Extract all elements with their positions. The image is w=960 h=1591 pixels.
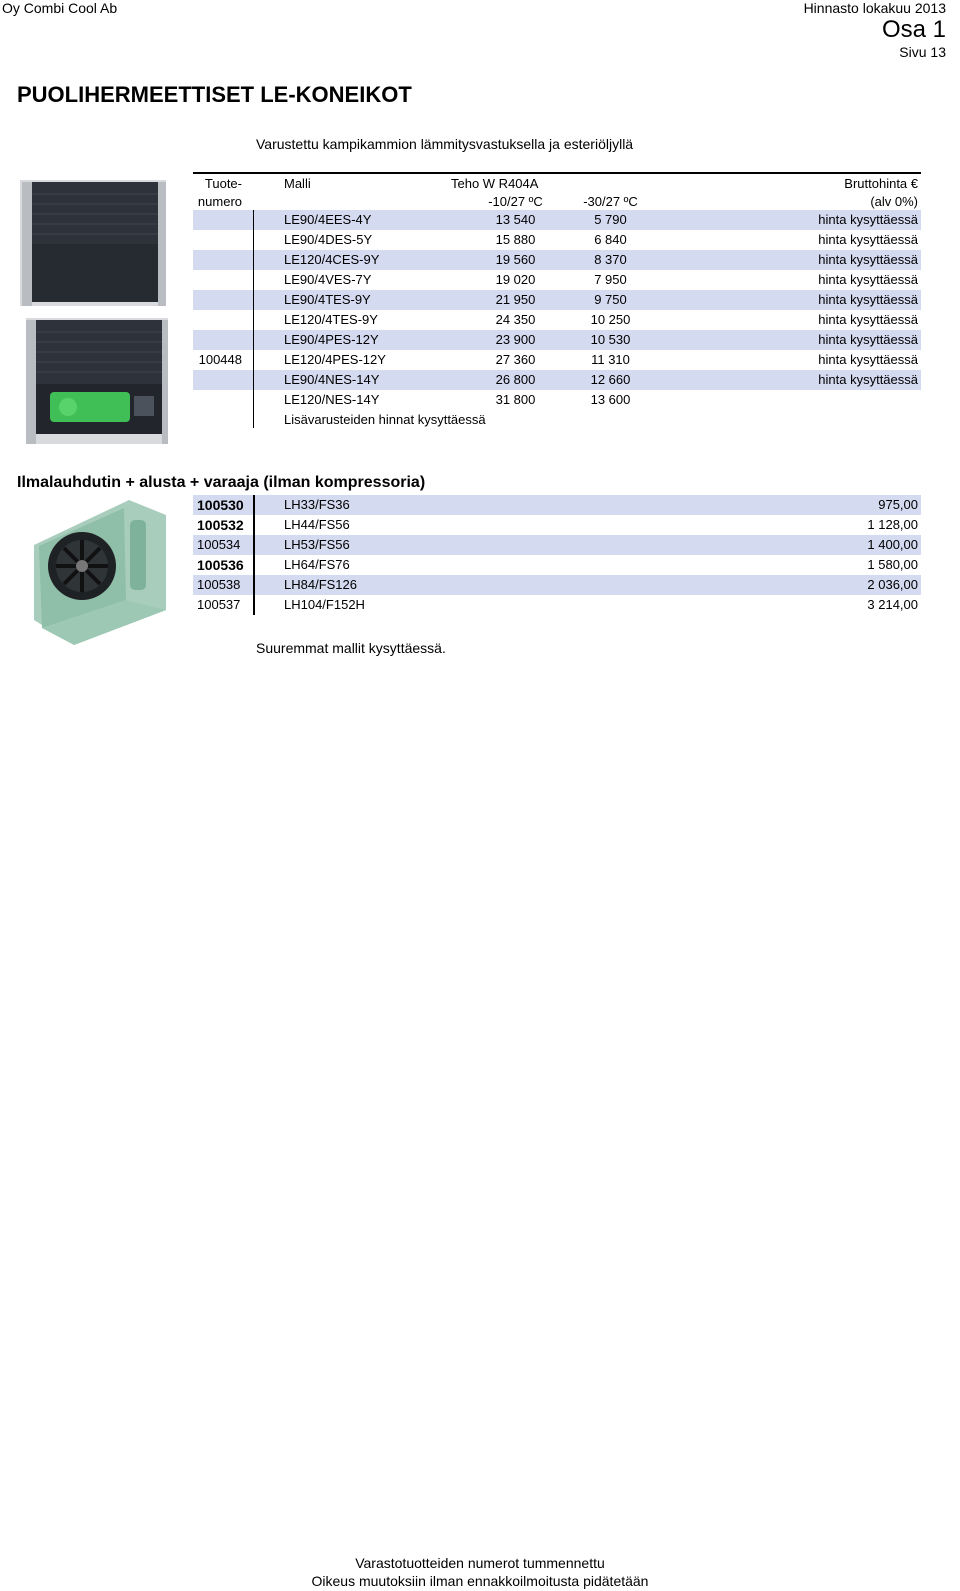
model: LH33/FS36 — [284, 497, 350, 512]
power-1: 15 880 — [495, 232, 536, 247]
accessories-note-row — [193, 410, 921, 430]
power-1: 27 360 — [495, 352, 536, 367]
price: hinta kysyttäessä — [818, 232, 918, 247]
larger-models-note: Suuremmat mallit kysyttäessä. — [256, 640, 446, 656]
model: LE120/NES-14Y — [284, 392, 380, 407]
model: LE90/4NES-14Y — [284, 372, 380, 387]
price: 1 580,00 — [867, 557, 918, 572]
price: 975,00 — [878, 497, 918, 512]
table-row — [193, 310, 921, 330]
price: 2 036,00 — [867, 577, 918, 592]
power-1: 26 800 — [495, 372, 536, 387]
table-header-row-1 — [193, 174, 921, 194]
product-number: 100536 — [197, 557, 244, 573]
table-row — [193, 250, 921, 270]
column-divider — [253, 210, 254, 428]
power-1: 24 350 — [495, 312, 536, 327]
power-2: 8 370 — [594, 252, 627, 267]
power-2: 12 660 — [590, 372, 631, 387]
model: LH84/FS126 — [284, 577, 357, 592]
model: LH53/FS56 — [284, 537, 350, 552]
price: hinta kysyttäessä — [818, 272, 918, 287]
power-2: 6 840 — [594, 232, 627, 247]
product-number: 100538 — [197, 577, 241, 592]
table-row — [193, 390, 921, 410]
col-header-power: Teho W R404A — [451, 176, 539, 191]
table-row — [193, 290, 921, 310]
column-divider — [253, 495, 255, 615]
model: LE120/4CES-9Y — [284, 252, 380, 267]
power-1: 13 540 — [495, 212, 536, 227]
power-1: 31 800 — [495, 392, 536, 407]
price: 1 400,00 — [867, 537, 918, 552]
col-header-temp-2: -30/27 ºC — [583, 194, 638, 209]
col-header-temp-1: -10/27 ºC — [488, 194, 543, 209]
page-number: Sivu 13 — [899, 44, 946, 60]
model: LE90/4EES-4Y — [284, 212, 372, 227]
power-1: 23 900 — [495, 332, 536, 347]
subtitle: Varustettu kampikammion lämmitysvastuksella ja esteriöljyllä — [256, 136, 634, 152]
product-number: 100534 — [197, 537, 241, 552]
table-row — [193, 575, 921, 595]
product-number: 100448 — [198, 352, 242, 367]
power-2: 7 950 — [594, 272, 627, 287]
col-header-product-number: Tuote- — [204, 176, 242, 191]
table-row — [193, 535, 921, 555]
power-1: 21 950 — [495, 292, 536, 307]
condensing-unit-image-open — [26, 318, 168, 444]
price: hinta kysyttäessä — [818, 212, 918, 227]
pricelist-date: Hinnasto lokakuu 2013 — [803, 0, 946, 16]
power-2: 13 600 — [590, 392, 631, 407]
model: LE120/4TES-9Y — [284, 312, 378, 327]
model: LE120/4PES-12Y — [284, 352, 386, 367]
footer-note-rights: Oikeus muutoksiin ilman ennakkoilmoitusta pidätetään — [311, 1573, 649, 1589]
col-header-gross-price: Bruttohinta € — [844, 176, 918, 191]
price: 3 214,00 — [867, 597, 918, 612]
table-row — [193, 330, 921, 350]
power-2: 9 750 — [594, 292, 627, 307]
model: LH104/F152H — [284, 597, 365, 612]
price: hinta kysyttäessä — [818, 292, 918, 307]
page-title: PUOLIHERMEETTISET LE-KONEIKOT — [17, 82, 412, 107]
air-cooled-condenser-image — [34, 500, 166, 645]
price: hinta kysyttäessä — [818, 252, 918, 267]
condensing-unit-image-closed — [18, 178, 168, 308]
model: LE90/4TES-9Y — [284, 292, 371, 307]
power-2: 10 250 — [590, 312, 631, 327]
model: LE90/4PES-12Y — [284, 332, 379, 347]
price: hinta kysyttäessä — [818, 312, 918, 327]
section-title-condensers: Ilmalauhdutin + alusta + varaaja (ilman kompressoria) — [17, 474, 426, 491]
table-row — [193, 350, 921, 370]
price: 1 128,00 — [867, 517, 918, 532]
price: hinta kysyttäessä — [818, 372, 918, 387]
table-row — [193, 230, 921, 250]
accessories-note: Lisävarusteiden hinnat kysyttäessä — [284, 412, 486, 427]
table-row — [193, 270, 921, 290]
table-row — [193, 515, 921, 535]
price: hinta kysyttäessä — [818, 352, 918, 367]
model: LH44/FS56 — [284, 517, 350, 532]
model: LE90/4VES-7Y — [284, 272, 372, 287]
col-header-vat: (alv 0%) — [870, 194, 918, 209]
power-2: 10 530 — [590, 332, 631, 347]
model: LE90/4DES-5Y — [284, 232, 373, 247]
product-number: 100530 — [197, 497, 244, 513]
table-row — [193, 370, 921, 390]
power-1: 19 560 — [495, 252, 536, 267]
power-1: 19 020 — [495, 272, 536, 287]
table-header-row-2 — [193, 192, 921, 212]
company-name: Oy Combi Cool Ab — [2, 0, 118, 16]
power-2: 11 310 — [591, 352, 630, 367]
col-header-product-number-2: numero — [197, 194, 242, 209]
model: LH64/FS76 — [284, 557, 350, 572]
section-label: Osa 1 — [881, 16, 946, 43]
table-row — [193, 495, 921, 515]
col-header-model: Malli — [284, 176, 311, 191]
table-row — [193, 555, 921, 575]
table-row — [193, 210, 921, 230]
power-2: 5 790 — [594, 212, 627, 227]
price: hinta kysyttäessä — [818, 332, 918, 347]
product-number: 100532 — [197, 517, 244, 533]
product-number: 100537 — [197, 597, 241, 612]
table-row — [193, 595, 921, 615]
footer-note-stock: Varastotuotteiden numerot tummennettu — [355, 1555, 605, 1571]
